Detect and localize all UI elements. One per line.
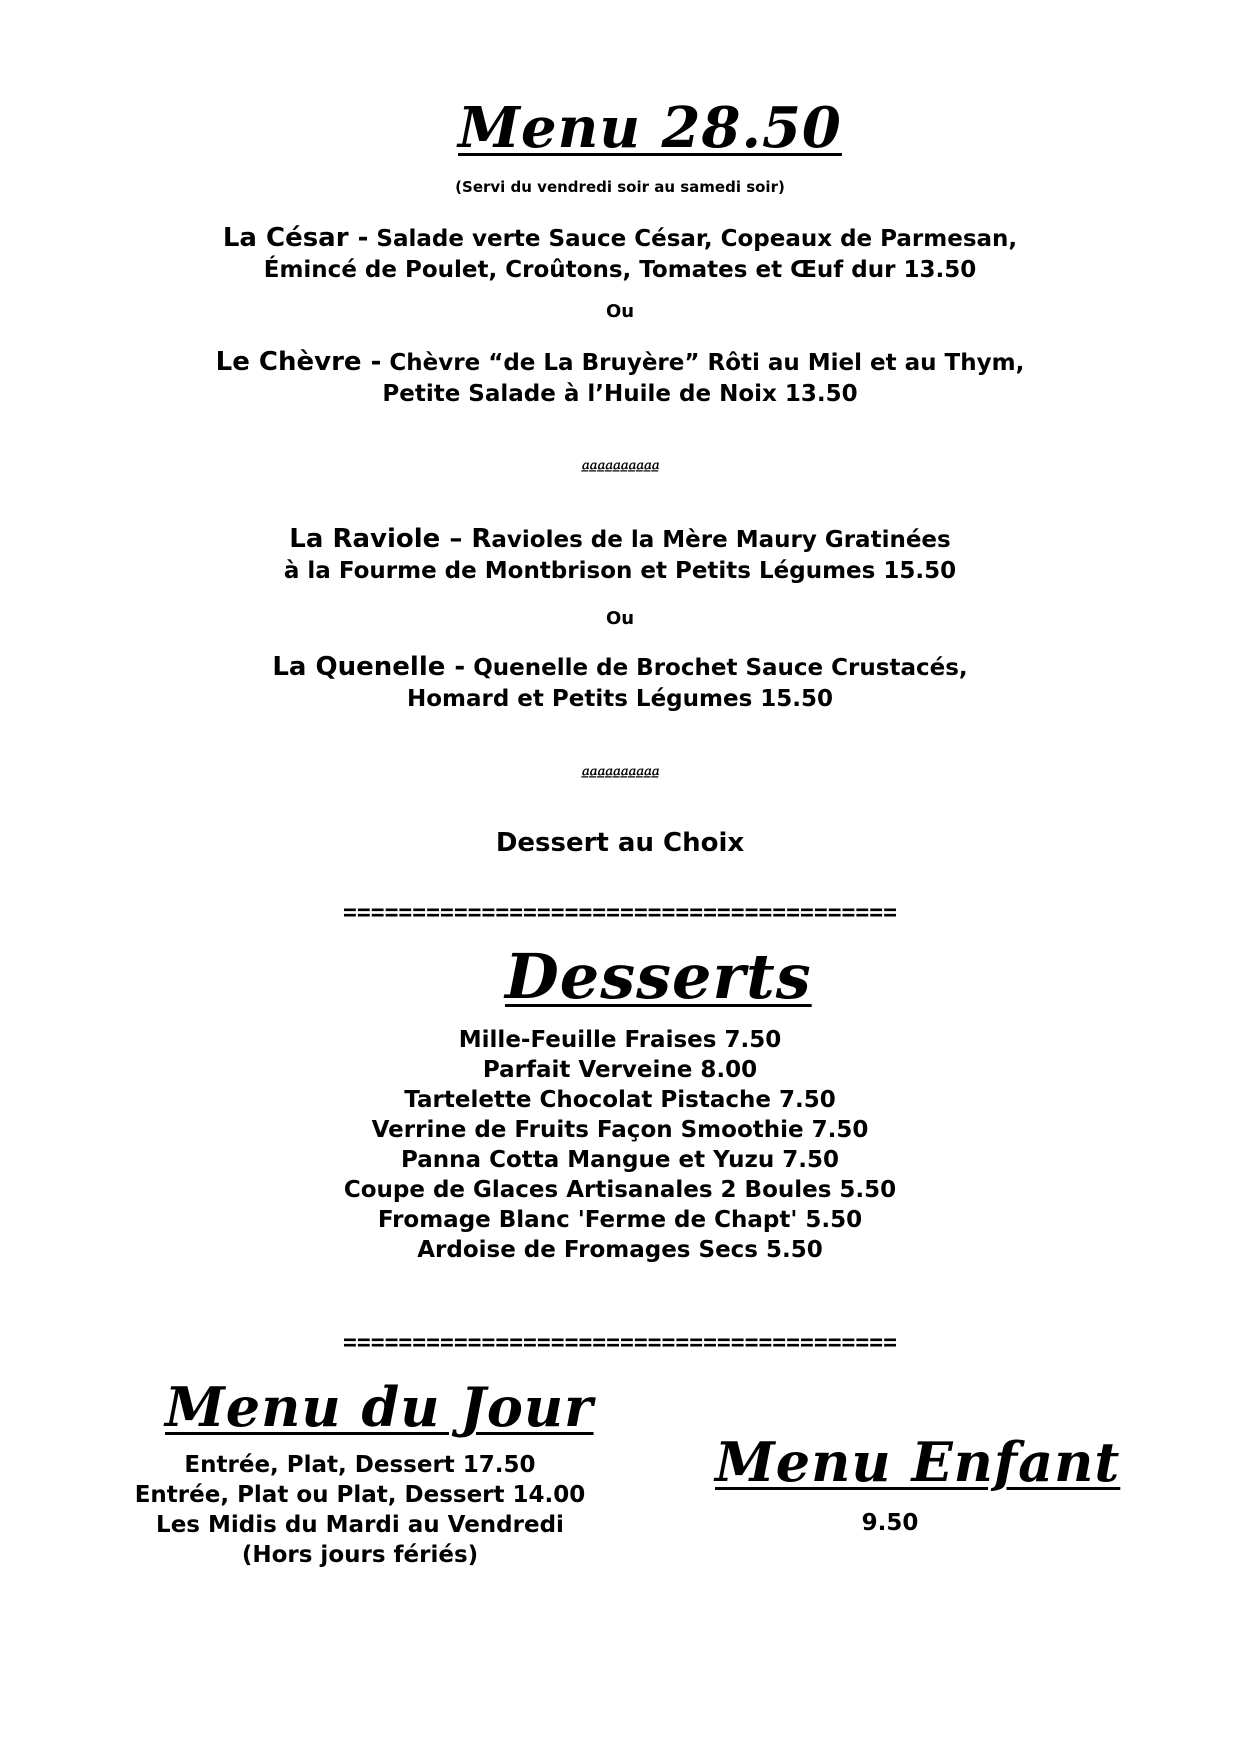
dish-name: La Raviole – R bbox=[289, 524, 492, 554]
dish-name: La César - bbox=[222, 223, 369, 253]
dessert-item: Parfait Verveine 8.00 bbox=[482, 1057, 758, 1083]
main-quenelle bbox=[0, 652, 1240, 715]
menu-du-jour-line: Les Midis du Mardi au Vendredi bbox=[156, 1512, 564, 1538]
dish-desc-line2: Émincé de Poulet, Croûtons, Tomates et Œuf dur 13.50 bbox=[263, 257, 977, 283]
dessert-item: Mille-Feuille Fraises 7.50 bbox=[458, 1027, 782, 1053]
dessert-item: Tartelette Chocolat Pistache 7.50 bbox=[404, 1087, 836, 1113]
ornament-divider: ªªªªªªªªªª bbox=[581, 766, 659, 787]
dessert-item: Coupe de Glaces Artisanales 2 Boules 5.50 bbox=[343, 1177, 897, 1203]
section-divider: ======================================== bbox=[343, 900, 897, 926]
dessert-item: Ardoise de Fromages Secs 5.50 bbox=[417, 1237, 823, 1263]
menu-du-jour-details bbox=[120, 1450, 600, 1570]
dish-desc-line1: Quenelle de Brochet Sauce Crustacés, bbox=[473, 655, 968, 681]
menu-enfant-title: Menu Enfant bbox=[715, 1430, 1121, 1494]
menu-enfant-price: 9.50 bbox=[861, 1510, 919, 1536]
dish-desc-line1: Chèvre “de La Bruyère” Rôti au Miel et au Thym, bbox=[389, 350, 1025, 376]
dish-desc-line1: avioles de la Mère Maury Gratinées bbox=[491, 527, 951, 553]
dish-desc-line2: Homard et Petits Légumes 15.50 bbox=[406, 686, 834, 712]
menu-du-jour-line: (Hors jours fériés) bbox=[241, 1542, 479, 1568]
or-label: Ou bbox=[605, 608, 635, 629]
dessert-item: Fromage Blanc 'Ferme de Chapt' 5.50 bbox=[377, 1207, 863, 1233]
dessert-item: Verrine de Fruits Façon Smoothie 7.50 bbox=[371, 1117, 869, 1143]
starter-cesar bbox=[0, 223, 1240, 286]
dish-desc-line2: Petite Salade à l’Huile de Noix 13.50 bbox=[382, 381, 858, 407]
main-raviole bbox=[0, 524, 1240, 587]
dessert-item: Panna Cotta Mangue et Yuzu 7.50 bbox=[401, 1147, 839, 1173]
desserts-title: Desserts bbox=[505, 940, 812, 1013]
ornament-divider: ªªªªªªªªªª bbox=[581, 460, 659, 481]
dish-name: La Quenelle - bbox=[272, 652, 466, 682]
menu-du-jour-title: Menu du Jour bbox=[165, 1375, 594, 1439]
menu-du-jour-line: Entrée, Plat, Dessert 17.50 bbox=[184, 1452, 536, 1478]
dessert-list bbox=[0, 1025, 1240, 1265]
dish-name: Le Chèvre - bbox=[215, 347, 382, 377]
dish-desc-line2: à la Fourme de Montbrison et Petits Légumes 15.50 bbox=[283, 558, 957, 584]
menu-du-jour-line: Entrée, Plat ou Plat, Dessert 14.00 bbox=[134, 1482, 586, 1508]
menu-title: Menu 28.50 bbox=[458, 95, 842, 161]
dish-desc-line1: Salade verte Sauce César, Copeaux de Parmesan, bbox=[376, 226, 1018, 252]
or-label: Ou bbox=[605, 301, 635, 322]
section-divider: ======================================== bbox=[343, 1330, 897, 1356]
starter-chevre bbox=[0, 347, 1240, 410]
menu-subtitle: (Servi du vendredi soir au samedi soir) bbox=[455, 178, 785, 196]
dessert-choice: Dessert au Choix bbox=[495, 828, 745, 858]
